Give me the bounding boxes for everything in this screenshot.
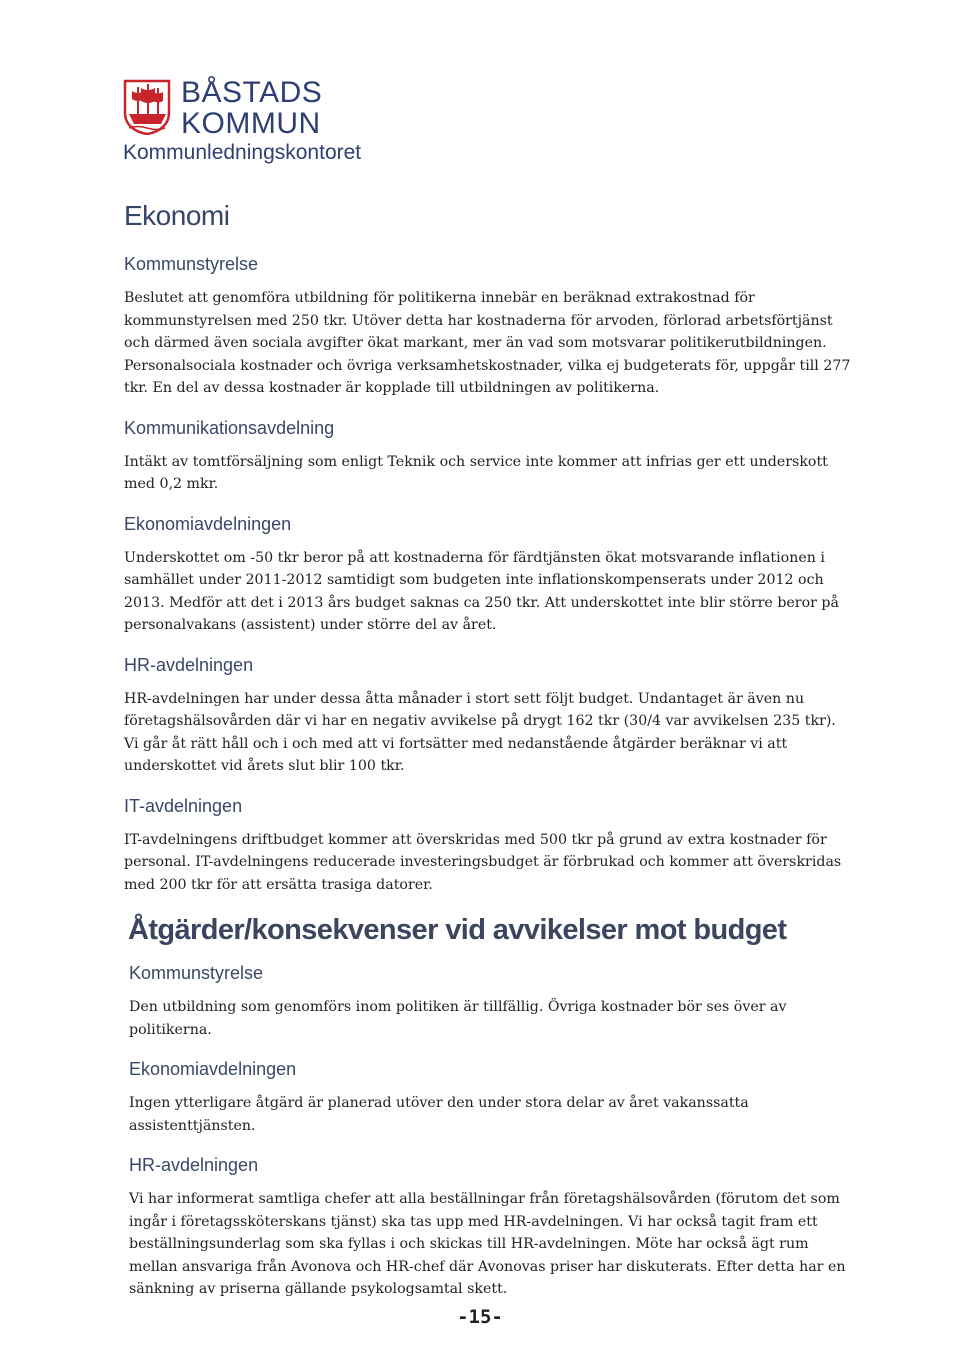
section-heading-it: IT-avdelningen	[124, 795, 243, 816]
document-body	[124, 200, 854, 1319]
section-text-kommunstyrelse: Beslutet att genomföra utbildning för politikerna innebär en beräknad extrakostnad för kommunstyrelsen med 250 tkr. Utöver detta har kostnaderna för arvoden, förlorad arbetsförtjänst och därmed även sociala avgifter ökat markant, mer än vad som motsvarar politikerutbildningen. Personalsociala kostnader och övriga verksamhetskostnader, vilka ej budgeterats för, uppgår till 277 tkr. En del av dessa kostnader är kopplade till utbildningen av politikerna.	[124, 290, 851, 396]
section-text-kommunikation: Intäkt av tomtförsäljning som enligt Teknik och service inte kommer att infrias ger ett underskott med 0,2 mkr.	[124, 453, 828, 492]
page-number: -15-	[457, 1306, 503, 1328]
section-text-ekonomi: Underskottet om -50 tkr beror på att kostnaderna för färdtjänsten ökat motsvarande inflationen i samhället under 2011-2012 samtidigt som budgeten inte inflationskompenserats under 2012 och 2013. Medför att det i 2013 års budget saknas ca 250 tkr. Att underskottet inte blir större beror på personalvakans (assistent) under större del av året.	[124, 549, 839, 633]
measures-heading-ekonomi: Ekonomiavdelningen	[129, 1059, 297, 1079]
measures-text-hr: Vi har informerat samtliga chefer att alla beställningar från företagshälsovården (förutom det som ingår i företagssköterskans tjänst) ska tas upp med HR-avdelningen. Vi har också tagit fram ett beställningsunderlag som ska fyllas i och skickas till HR-avdelningen. Möte har också ägt rum mellan ansvariga från Avonova och HR-chef där Avonovas priser har diskuterats. Efter detta har en sänkning av priserna gällande psykologsamtal skett.	[129, 1191, 846, 1297]
section-text-it: IT-avdelningens driftbudget kommer att överskridas med 500 tkr på grund av extra kostnader för personal. IT-avdelningens reducerade investeringsbudget är förbrukad och kommer att överskridas med 200 tkr för att ersätta trasiga datorer.	[124, 831, 842, 893]
measures-heading-kommunstyrelse: Kommunstyrelse	[129, 963, 264, 983]
section-heading-kommunstyrelse: Kommunstyrelse	[124, 254, 259, 274]
economy-title: Ekonomi	[124, 200, 230, 231]
section-heading-kommunikation: Kommunikationsavdelning	[124, 417, 335, 438]
org-name-line-1: BÅSTADS	[181, 76, 323, 109]
section-text-hr: HR-avdelningen har under dessa åtta månader i stort sett följt budget. Undantaget är även nu företagshälsovården där vi har en negativ avvikelse på drygt 162 tkr (30/4 var avvikelsen 235 tkr). Vi går åt rätt håll och i och med att vi fortsätter med nedanstående åtgärder beräknar vi att underskottet vid årets slut blir 100 tkr.	[124, 690, 836, 774]
measures-sections	[124, 963, 854, 1301]
ship-crest-icon	[121, 79, 173, 135]
measures-text-kommunstyrelse: Den utbildning som genomförs inom politiken är tillfällig. Övriga kostnader bör ses över av politikerna.	[129, 999, 787, 1038]
section-heading-ekonomi: Ekonomiavdelningen	[124, 513, 292, 534]
measures-heading-hr: HR-avdelningen	[129, 1155, 259, 1175]
measures-text-ekonomi: Ingen ytterligare åtgärd är planerad utöver den under stora delar av året vakanssatta assistenttjänsten.	[129, 1095, 749, 1134]
measures-title: Åtgärder/konsekvenser vid avvikelser mot budget	[128, 914, 787, 946]
office-name: Kommunledningskontoret	[123, 141, 362, 164]
municipality-name	[181, 77, 322, 139]
section-heading-hr: HR-avdelningen	[124, 654, 254, 675]
org-name-line-2: KOMMUN	[181, 107, 321, 140]
